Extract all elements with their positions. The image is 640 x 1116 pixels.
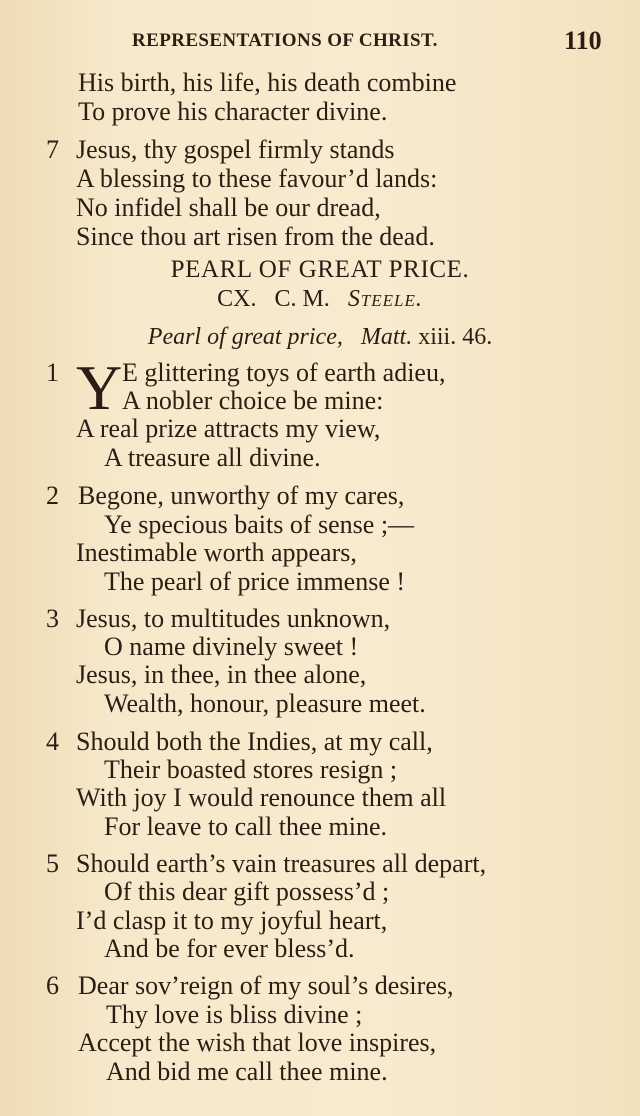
scripture-reference: xiii. 46. (418, 324, 493, 350)
verse-6-line-4: And bid me call thee mine. (106, 1057, 388, 1086)
verse-1-line-1: E glittering toys of earth adieu, (122, 358, 446, 387)
verse-1-line-2: A nobler choice be mine: (122, 386, 384, 415)
verse-3-line-1: Jesus, to multitudes unknown, (76, 604, 391, 633)
verse-number-7: 7 (46, 135, 59, 164)
carry-line-1: His birth, his life, his death combine (78, 68, 457, 97)
verse-1-line-4: A treasure all divine. (104, 443, 321, 472)
verse-4-line-1: Should both the Indies, at my call, (76, 727, 433, 756)
verse-3-line-3: Jesus, in thee, in thee alone, (76, 660, 367, 689)
hymn-number: CX. (217, 286, 257, 312)
page-number: 110 (564, 26, 602, 55)
verse-2-line-1: Begone, unworthy of my cares, (78, 481, 405, 510)
verse-number-4: 4 (46, 727, 59, 756)
verse-4-line-2: Their boasted stores resign ; (104, 755, 398, 784)
verse-5-line-1: Should earth’s vain treasures all depart, (76, 849, 487, 878)
verse-4-line-3: With joy I would renounce them all (76, 783, 447, 812)
drop-cap: Y (76, 352, 123, 423)
verse-6-line-3: Accept the wish that love inspires, (78, 1028, 437, 1057)
verse-6-line-1: Dear sov’reign of my soul’s desires, (78, 971, 454, 1000)
page-header (0, 28, 640, 58)
running-title: REPRESENTATIONS OF CHRIST. (132, 30, 438, 51)
scripture-book: Matt. (360, 324, 413, 350)
verse-7-line-2: A blessing to these favour’d lands: (76, 164, 438, 193)
verse-5-line-3: I’d clasp it to my joyful heart, (76, 906, 388, 935)
verse-4-line-4: For leave to call thee mine. (104, 812, 388, 841)
verse-2-line-4: The pearl of price immense ! (104, 567, 406, 596)
verse-2-line-2: Ye specious baits of sense ;— (104, 510, 415, 539)
carry-line-2: To prove his character divine. (78, 97, 388, 126)
verse-number-5: 5 (46, 849, 59, 878)
verse-2-line-3: Inestimable worth appears, (76, 538, 357, 567)
verse-6-line-2: Thy love is bliss divine ; (106, 1000, 363, 1029)
hymn-author: Steele. (347, 286, 423, 312)
verse-3-line-4: Wealth, honour, pleasure meet. (104, 689, 426, 718)
verse-number-6: 6 (46, 971, 59, 1000)
subtitle-text: Pearl of great price, (147, 324, 343, 350)
verse-number-1: 1 (46, 358, 59, 387)
verse-number-3: 3 (46, 604, 59, 633)
verse-7-line-4: Since thou art risen from the dead. (76, 222, 435, 251)
verse-5-line-2: Of this dear gift possess’d ; (104, 877, 390, 906)
verse-5-line-4: And be for ever bless’d. (104, 934, 355, 963)
verse-1-line-3: A real prize attracts my view, (76, 414, 381, 443)
hymn-meter: C. M. (274, 286, 330, 312)
hymn-title: PEARL OF GREAT PRICE. (170, 256, 470, 283)
hymn-meta (0, 286, 640, 313)
verse-3-line-2: O name divinely sweet ! (104, 632, 359, 661)
verse-7-line-3: No infidel shall be our dread, (76, 193, 381, 222)
verse-7-line-1: Jesus, thy gospel firmly stands (76, 135, 395, 164)
hymn-subtitle (0, 324, 640, 351)
verse-number-2: 2 (46, 481, 59, 510)
